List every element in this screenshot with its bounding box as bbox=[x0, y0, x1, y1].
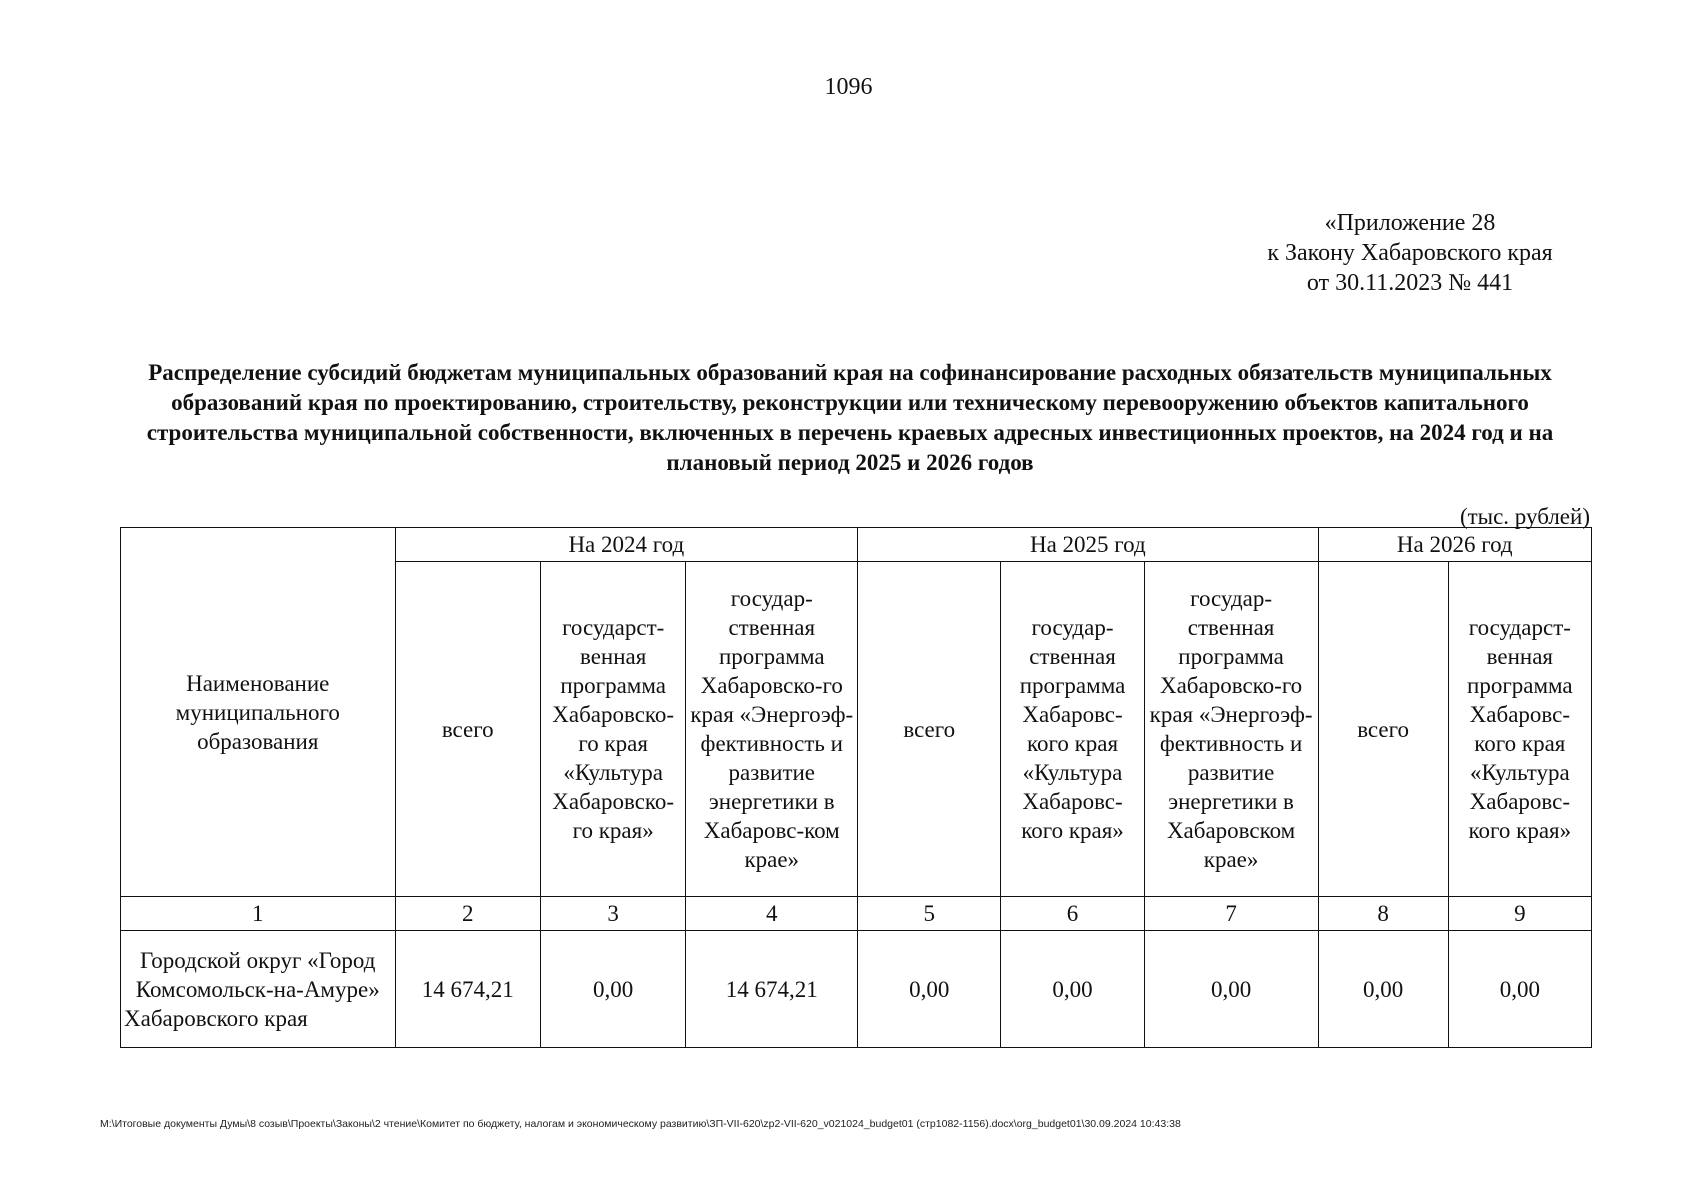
subheader-2024-culture: государст-венная программа Хабаровско-го края «Культура Хабаровско-го края» bbox=[540, 562, 685, 897]
column-number: 8 bbox=[1318, 897, 1448, 931]
column-number: 7 bbox=[1144, 897, 1318, 931]
file-path-footer: M:\Итоговые документы Думы\8 созыв\Проекты\Законы\2 чтение\Комитет по бюджету, налогам и экономическому развитию\ЗП-VII-620\zp2-VII-620_v021024_budget01 (стр1082-1156).docx\org_budget01\30.09.2024 10:43:38 bbox=[100, 1118, 1181, 1130]
subheader-2026-culture: государст-венная программа Хабаровс-кого края «Культура Хабаровс-кого края» bbox=[1448, 562, 1591, 897]
municipality-name: Городской округ «Город Комсомольск-на-Амуре» Хабаровского края bbox=[121, 931, 396, 1048]
value-2026-culture: 0,00 bbox=[1448, 931, 1591, 1048]
header-year-2024: На 2024 год bbox=[395, 528, 858, 562]
header-municipality: Наименование муниципального образования bbox=[121, 528, 396, 897]
appendix-line-1: «Приложение 28 bbox=[1324, 210, 1496, 236]
column-number: 5 bbox=[858, 897, 1001, 931]
value-2024-energy: 14 674,21 bbox=[686, 931, 858, 1048]
header-year-2026: На 2026 год bbox=[1318, 528, 1591, 562]
column-number: 3 bbox=[540, 897, 685, 931]
table-row bbox=[121, 931, 1592, 1048]
subsidy-table bbox=[120, 527, 1592, 1048]
value-2025-culture: 0,00 bbox=[1001, 931, 1144, 1048]
value-2025-total: 0,00 bbox=[858, 931, 1001, 1048]
subheader-2024-total: всего bbox=[395, 562, 540, 897]
appendix-line-3: от 30.11.2023 № 441 bbox=[1306, 270, 1514, 296]
page-number: 1096 bbox=[824, 74, 873, 100]
subheader-2025-total: всего bbox=[858, 562, 1001, 897]
subheader-2025-energy: государ-ственная программа Хабаровско-го края «Энергоэф-фективность и развитие энергетики в Хабаровском крае» bbox=[1144, 562, 1318, 897]
value-2024-total: 14 674,21 bbox=[395, 931, 540, 1048]
subheader-2024-energy: государ-ственная программа Хабаровско-го края «Энергоэф-фективность и развитие энергетики в Хабаровс-ком крае» bbox=[686, 562, 858, 897]
column-number: 1 bbox=[121, 897, 396, 931]
header-year-2025: На 2025 год bbox=[858, 528, 1318, 562]
value-2025-energy: 0,00 bbox=[1144, 931, 1318, 1048]
column-number: 2 bbox=[395, 897, 540, 931]
appendix-line-2: к Закону Хабаровского края bbox=[1267, 240, 1553, 266]
column-number: 4 bbox=[686, 897, 858, 931]
subheader-2025-culture: государ-ственная программа Хабаровс-кого края «Культура Хабаровс-кого края» bbox=[1001, 562, 1144, 897]
subheader-2026-total: всего bbox=[1318, 562, 1448, 897]
column-number: 9 bbox=[1448, 897, 1591, 931]
appendix-reference bbox=[1210, 208, 1610, 298]
value-2026-total: 0,00 bbox=[1318, 931, 1448, 1048]
column-number: 6 bbox=[1001, 897, 1144, 931]
value-2024-culture: 0,00 bbox=[540, 931, 685, 1048]
document-title: Распределение субсидий бюджетам муниципальных образований края на софинансирование расходных обязательств муниципальных образований края по проектированию, строительству, реконструкции или техническому перевооружению объектов капитального строительства муниципальной собственности, включенных в перечень краевых адресных инвестиционных проектов, на 2024 год и на плановый период 2025 и 2026 годов bbox=[146, 360, 1554, 475]
units-label: (тыс. рублей) bbox=[1459, 504, 1590, 529]
